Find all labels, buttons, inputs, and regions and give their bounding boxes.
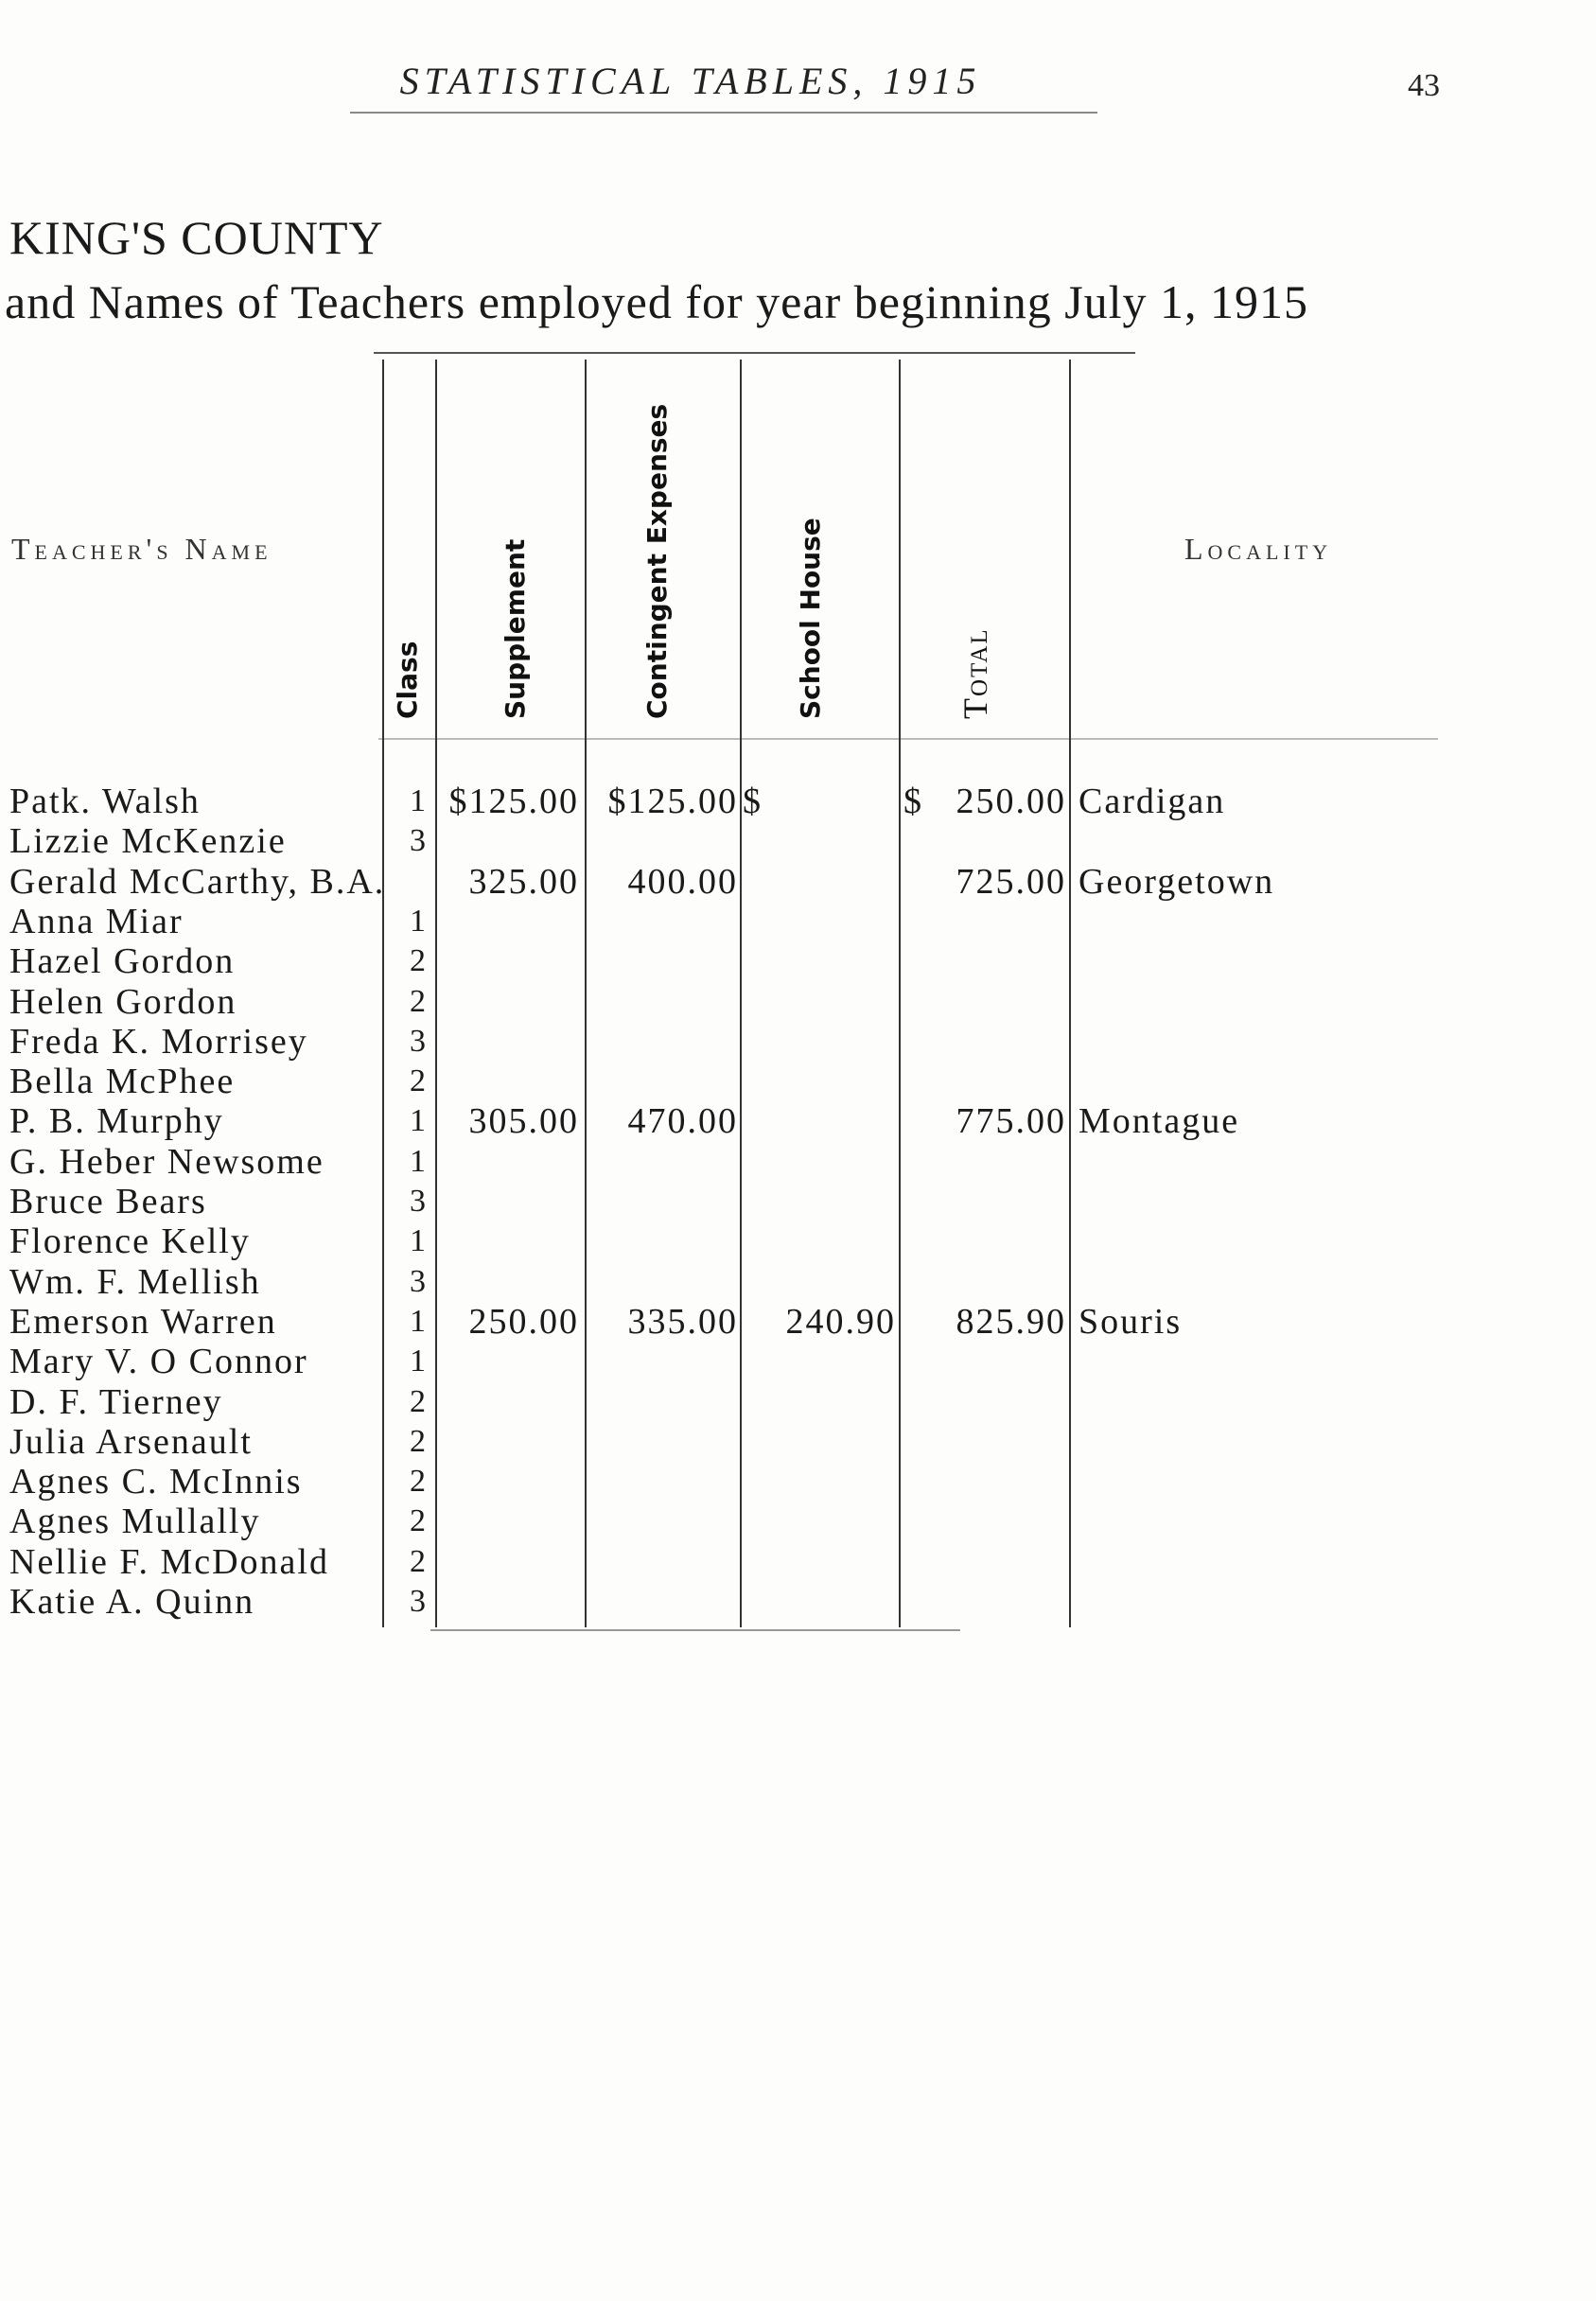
- page-number: 43: [1408, 68, 1440, 103]
- class-cell: 3: [410, 823, 428, 859]
- class-cell: 3: [410, 1184, 428, 1219]
- table-row: [0, 1142, 1596, 1182]
- header-bottom-rule: [378, 738, 1438, 740]
- total-cell: 775.00: [956, 1101, 1066, 1142]
- supplement-cell: $125.00: [448, 782, 579, 821]
- table-row: [0, 982, 1596, 1022]
- total-cell: 825.90: [956, 1301, 1066, 1342]
- teacher-name: Julia Arsenault: [9, 1421, 253, 1462]
- class-cell: 3: [410, 1584, 428, 1619]
- page-title: KING'S COUNTY: [9, 211, 384, 264]
- table-row: [0, 1422, 1596, 1462]
- table-row: [0, 1062, 1596, 1101]
- supplement-cell: 325.00: [468, 861, 579, 902]
- column-header-total: Total: [956, 627, 994, 719]
- table-row: [0, 1182, 1596, 1221]
- column-header-locality: Locality: [1184, 532, 1333, 566]
- table-top-rule: [374, 352, 1135, 354]
- teacher-name: P. B. Murphy: [9, 1101, 224, 1142]
- class-cell: 2: [410, 1503, 428, 1539]
- teacher-name: Mary V. O Connor: [9, 1342, 308, 1382]
- contingent-cell: 400.00: [627, 861, 738, 902]
- teacher-name: Emerson Warren: [9, 1301, 277, 1342]
- class-cell: 2: [410, 1543, 428, 1579]
- teacher-name: Agnes Mullally: [9, 1502, 261, 1542]
- class-cell: 2: [410, 943, 428, 979]
- school-house-cell: 240.90: [785, 1301, 896, 1342]
- table-row: [0, 1542, 1596, 1582]
- class-cell: 3: [410, 1023, 428, 1059]
- teacher-name: D. F. Tierney: [9, 1381, 223, 1422]
- teacher-name: Anna Miar: [9, 901, 184, 941]
- table-row: [0, 902, 1596, 941]
- teacher-name: Bella McPhee: [9, 1062, 236, 1102]
- teacher-name: G. Heber Newsome: [9, 1141, 324, 1182]
- teacher-name: Gerald McCarthy, B.A.: [9, 861, 386, 902]
- class-cell: 2: [410, 1063, 428, 1099]
- supplement-cell: 250.00: [468, 1301, 579, 1342]
- class-cell: 1: [410, 903, 428, 939]
- column-header-supplement: Supplement: [500, 538, 531, 719]
- class-cell: 1: [410, 1103, 428, 1139]
- total-cell: 725.00: [956, 861, 1066, 902]
- class-cell: 2: [410, 1423, 428, 1459]
- running-head-rule: [350, 112, 1097, 114]
- running-head: STATISTICAL TABLES, 1915: [399, 60, 982, 102]
- contingent-cell: $125.00: [607, 782, 738, 821]
- teacher-name: Katie A. Quinn: [9, 1582, 255, 1622]
- teacher-name: Agnes C. McInnis: [9, 1462, 303, 1502]
- class-cell: 1: [410, 1344, 428, 1379]
- column-header-class: Class: [392, 641, 423, 719]
- column-header-school-house: School House: [795, 518, 826, 719]
- column-header-teachers-name: Teacher's Name: [11, 532, 272, 566]
- table-row: [0, 1382, 1596, 1422]
- contingent-cell: 470.00: [627, 1101, 738, 1142]
- table-bottom-rule: [430, 1629, 960, 1631]
- table-row: [0, 1342, 1596, 1381]
- table-row: [0, 1262, 1596, 1302]
- teacher-name: Bruce Bears: [9, 1182, 207, 1221]
- teacher-name: Hazel Gordon: [9, 941, 236, 982]
- class-cell: 2: [410, 1464, 428, 1500]
- table-row: [0, 1101, 1596, 1141]
- total-cell: 250.00: [956, 782, 1066, 821]
- table-row: [0, 941, 1596, 981]
- teacher-name: Florence Kelly: [9, 1221, 251, 1262]
- table-row: [0, 1462, 1596, 1502]
- teacher-name: Nellie F. McDonald: [9, 1541, 329, 1582]
- locality-cell: Souris: [1079, 1301, 1183, 1342]
- teacher-name: Patk. Walsh: [9, 782, 201, 821]
- table-row: [0, 862, 1596, 902]
- class-cell: 2: [410, 1383, 428, 1419]
- table-row: [0, 782, 1596, 821]
- total-dollar-sign: $: [903, 782, 921, 821]
- table-row: [0, 1502, 1596, 1541]
- teacher-name: Helen Gordon: [9, 981, 237, 1022]
- school-house-cell: $: [743, 782, 763, 821]
- column-header-contingent-expenses: Contingent Expenses: [641, 403, 673, 719]
- contingent-cell: 335.00: [627, 1301, 738, 1342]
- class-cell: 1: [410, 1143, 428, 1179]
- class-cell: 1: [410, 1303, 428, 1339]
- class-cell: 1: [410, 1223, 428, 1259]
- class-cell: 2: [410, 983, 428, 1019]
- page-subtitle: and Names of Teachers employed for year beginning July 1, 1915: [5, 275, 1309, 328]
- table-row: [0, 1022, 1596, 1062]
- locality-cell: Georgetown: [1079, 861, 1275, 902]
- table-row: [0, 821, 1596, 861]
- teacher-name: Wm. F. Mellish: [9, 1261, 261, 1302]
- table-row: [0, 1302, 1596, 1342]
- locality-cell: Cardigan: [1079, 782, 1226, 821]
- locality-cell: Montague: [1079, 1101, 1240, 1142]
- table-row: [0, 1221, 1596, 1261]
- table-row: [0, 1582, 1596, 1622]
- class-cell: 3: [410, 1263, 428, 1299]
- teacher-name: Freda K. Morrisey: [9, 1021, 308, 1062]
- class-cell: 1: [410, 783, 428, 818]
- supplement-cell: 305.00: [468, 1101, 579, 1142]
- teacher-name: Lizzie McKenzie: [9, 821, 287, 862]
